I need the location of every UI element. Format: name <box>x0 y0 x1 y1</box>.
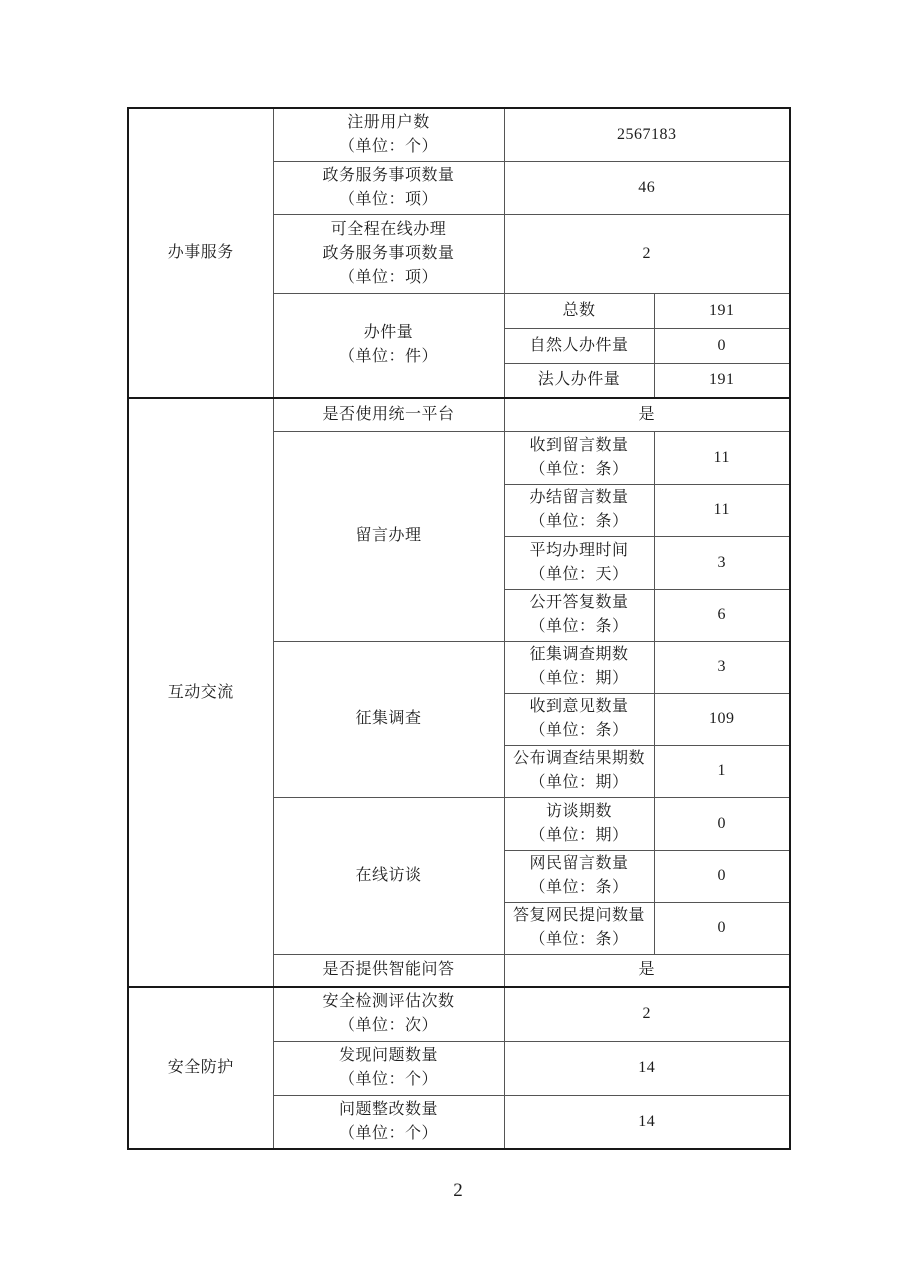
cell-unit: （单位：个） <box>338 1071 438 1088</box>
cell-unit: （单位：次） <box>338 1017 438 1035</box>
page-number: 2 <box>453 1180 463 1201</box>
cell-label: 收到意见数量 <box>529 698 629 715</box>
cell-unit: （单位：条） <box>529 618 629 635</box>
section-header-text: 安全防护 <box>167 1059 234 1076</box>
cell-value: 109 <box>709 710 735 727</box>
cell-value: 14 <box>638 1112 656 1130</box>
cell-label: 公布调查结果期数 <box>512 750 645 767</box>
cell-messages-publicreplies-value <box>654 589 790 641</box>
cell-unit: （单位：期） <box>529 670 629 687</box>
cell-unit: （单位：条） <box>529 931 629 948</box>
cell-messages-received-value <box>654 431 790 484</box>
section-header-interaction <box>128 398 273 987</box>
cell-full-online-items-label <box>273 214 504 293</box>
cell-messages-completed-label <box>504 484 654 536</box>
cell-label: 答复网民提问数量 <box>512 907 645 924</box>
cell-unit: （单位：条） <box>529 879 629 896</box>
cell-value: 2 <box>642 244 651 262</box>
cell-problems-fixed-label <box>273 1095 504 1149</box>
cell-service-items-label <box>273 161 504 214</box>
section-header-text: 互动交流 <box>167 683 234 701</box>
cell-interviews-messages-value <box>654 850 790 902</box>
cell-full-online-items-value <box>504 214 790 293</box>
cell-cases-total-label <box>504 293 654 328</box>
cell-label: 在线访谈 <box>355 866 422 884</box>
cell-surveys-periods-label <box>504 641 654 693</box>
section-header-text: 办事服务 <box>167 244 234 261</box>
cell-value: 3 <box>717 658 726 675</box>
cell-unit: （单位：期） <box>529 826 629 844</box>
cell-value: 46 <box>638 178 656 196</box>
cell-assessments-value <box>504 987 790 1041</box>
cell-label: 收到留言数量 <box>529 436 629 454</box>
cell-cases-natural-label <box>504 328 654 363</box>
cell-value: 3 <box>717 553 726 571</box>
cell-messages-received-label <box>504 431 654 484</box>
cell-cases-natural-value <box>654 328 790 363</box>
cell-surveys-results-value <box>654 745 790 797</box>
cell-problems-found-value <box>504 1041 790 1095</box>
cell-value: 6 <box>717 606 726 623</box>
cell-registered-users-label <box>273 108 504 161</box>
cell-value: 0 <box>717 336 726 354</box>
cell-interviews-replies-value <box>654 902 790 954</box>
cell-label: 是否使用统一平台 <box>322 405 455 423</box>
cell-label: 平均办理时间 <box>529 541 629 559</box>
cell-unit: （单位：件） <box>338 348 438 366</box>
cell-unit: （单位：项） <box>338 190 438 208</box>
cell-label: 安全检测评估次数 <box>322 993 455 1011</box>
cell-label: 法人办件量 <box>537 371 621 389</box>
cell-interviews-label <box>273 797 504 954</box>
cell-value: 2567183 <box>617 125 677 143</box>
cell-value: 0 <box>717 867 726 884</box>
cell-interviews-periods-value <box>654 797 790 850</box>
cell-unit: （单位：个） <box>338 137 438 155</box>
cell-unit: （单位：条） <box>529 513 629 530</box>
cell-registered-users-value <box>504 108 790 161</box>
cell-surveys-label <box>273 641 504 797</box>
cell-cases-total-value <box>654 293 790 328</box>
cell-value: 2 <box>642 1005 651 1023</box>
cell-messages-avgtime-value <box>654 536 790 589</box>
cell-messages-label <box>273 431 504 641</box>
cell-label: 发现问题数量 <box>338 1047 438 1064</box>
cell-interviews-replies-label <box>504 902 654 954</box>
cell-label: 政务服务事项数量 <box>322 166 455 184</box>
cell-cases-legal-value <box>654 363 790 398</box>
cell-smartqa-label <box>273 954 504 987</box>
cell-label: 留言办理 <box>355 527 422 544</box>
cell-problems-fixed-value <box>504 1095 790 1149</box>
cell-value: 是 <box>638 405 655 423</box>
cell-surveys-results-label <box>504 745 654 797</box>
section-header-service <box>128 108 273 398</box>
cell-label: 网民留言数量 <box>529 855 629 872</box>
cell-value: 0 <box>717 919 726 936</box>
cell-value: 11 <box>713 448 730 466</box>
cell-value: 是 <box>638 961 655 979</box>
cell-value: 11 <box>713 501 730 518</box>
cell-unified-platform-value <box>504 398 790 431</box>
cell-value: 0 <box>717 814 726 832</box>
cell-unit: （单位：个） <box>338 1124 438 1142</box>
cell-messages-publicreplies-label <box>504 589 654 641</box>
cell-unit: （单位：期） <box>529 774 629 791</box>
cell-unit: （单位：条） <box>529 460 629 478</box>
cell-label: 访谈期数 <box>545 802 612 820</box>
cell-cases-legal-label <box>504 363 654 398</box>
cell-problems-found-label <box>273 1041 504 1095</box>
cell-label: 办结留言数量 <box>529 489 629 506</box>
cell-messages-avgtime-label <box>504 536 654 589</box>
cell-surveys-periods-value <box>654 641 790 693</box>
cell-unit: （单位：条） <box>529 722 629 739</box>
cell-unit: （单位：项） <box>338 268 438 286</box>
cell-surveys-opinions-value <box>654 693 790 745</box>
cell-label: 征集调查期数 <box>529 646 629 663</box>
cell-unified-platform-label <box>273 398 504 431</box>
cell-messages-completed-value <box>654 484 790 536</box>
cell-cases-label <box>273 293 504 398</box>
cell-assessments-label <box>273 987 504 1041</box>
cell-interviews-periods-label <box>504 797 654 850</box>
cell-label: 总数 <box>562 301 596 319</box>
cell-label: 是否提供智能问答 <box>322 961 455 979</box>
cell-service-items-value <box>504 161 790 214</box>
cell-label: 办件量 <box>363 324 414 342</box>
cell-smartqa-value <box>504 954 790 987</box>
cell-label: 公开答复数量 <box>529 594 629 611</box>
cell-surveys-opinions-label <box>504 693 654 745</box>
cell-unit: （单位：天） <box>529 565 629 583</box>
annual-report-table <box>127 107 791 1150</box>
cell-interviews-messages-label <box>504 850 654 902</box>
cell-label: 征集调查 <box>355 710 422 727</box>
cell-label: 注册用户数 <box>347 113 430 131</box>
cell-value: 191 <box>709 301 735 319</box>
cell-value: 191 <box>709 371 735 389</box>
cell-label: 问题整改数量 <box>338 1100 438 1118</box>
cell-label: 自然人办件量 <box>529 336 629 354</box>
cell-label: 可全程在线办理 <box>330 220 447 238</box>
cell-label: 政务服务事项数量 <box>322 244 455 262</box>
cell-value: 1 <box>717 762 726 779</box>
section-header-security <box>128 987 273 1149</box>
cell-value: 14 <box>638 1059 656 1076</box>
